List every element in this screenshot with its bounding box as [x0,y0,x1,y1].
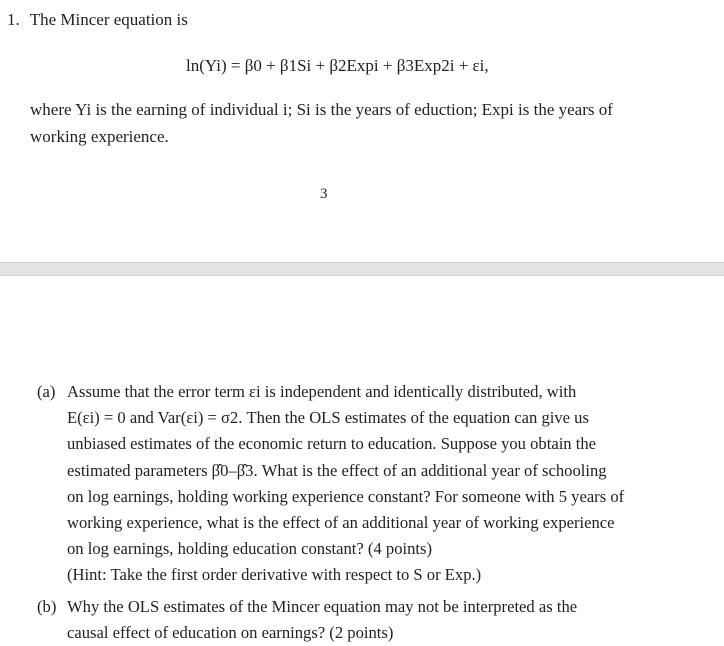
page-separator [0,262,724,276]
question-intro: The Mincer equation is [29,10,188,29]
question-heading [7,10,188,30]
page-number: 3 [320,186,328,202]
part-a-hint: (Hint: Take the first order derivative with respect to S or Exp.) [67,565,482,585]
part-b-label: (b) [37,597,57,616]
part-a-line: E(εi) = 0 and Var(εi) = σ2. Then the OLS estimates of the equation can give us [67,408,589,428]
part-a-line: on log earnings, holding education constant? (4 points) [67,539,432,559]
part-a-line: unbiased estimates of the economic return to education. Suppose you obtain the [67,434,597,454]
part-a-text [67,379,667,589]
part-a-line: Assume that the error term εi is independent and identically distributed, with [67,382,577,401]
page-top [0,0,724,262]
part-a-line: on log earnings, holding working experience constant? For someone with 5 years of [67,486,625,506]
page-bottom [0,276,724,644]
description-line-1: where Yi is the earning of individual i; Si is the years of eduction; Expi is the years of [30,100,613,119]
part-a-line: working experience, what is the effect of an additional year of working experience [67,513,615,533]
part-b-line: Why the OLS estimates of the Mincer equation may not be interpreted as the [67,597,578,616]
part-b-text [67,594,667,646]
part-b-line: causal effect of education on earnings? (2 points) [67,623,394,643]
question-number: 1. [7,10,20,29]
mincer-equation: ln(Yi) = β0 + β1Si + β2Expi + β3Exp2i + εi, [186,56,489,75]
part-a-label: (a) [37,382,56,401]
part-a-line: estimated parameters β̂0–β̂3. What is the effect of an additional year of schooling [67,460,607,480]
description-line-2: working experience. [30,127,169,146]
variable-description [30,96,670,150]
